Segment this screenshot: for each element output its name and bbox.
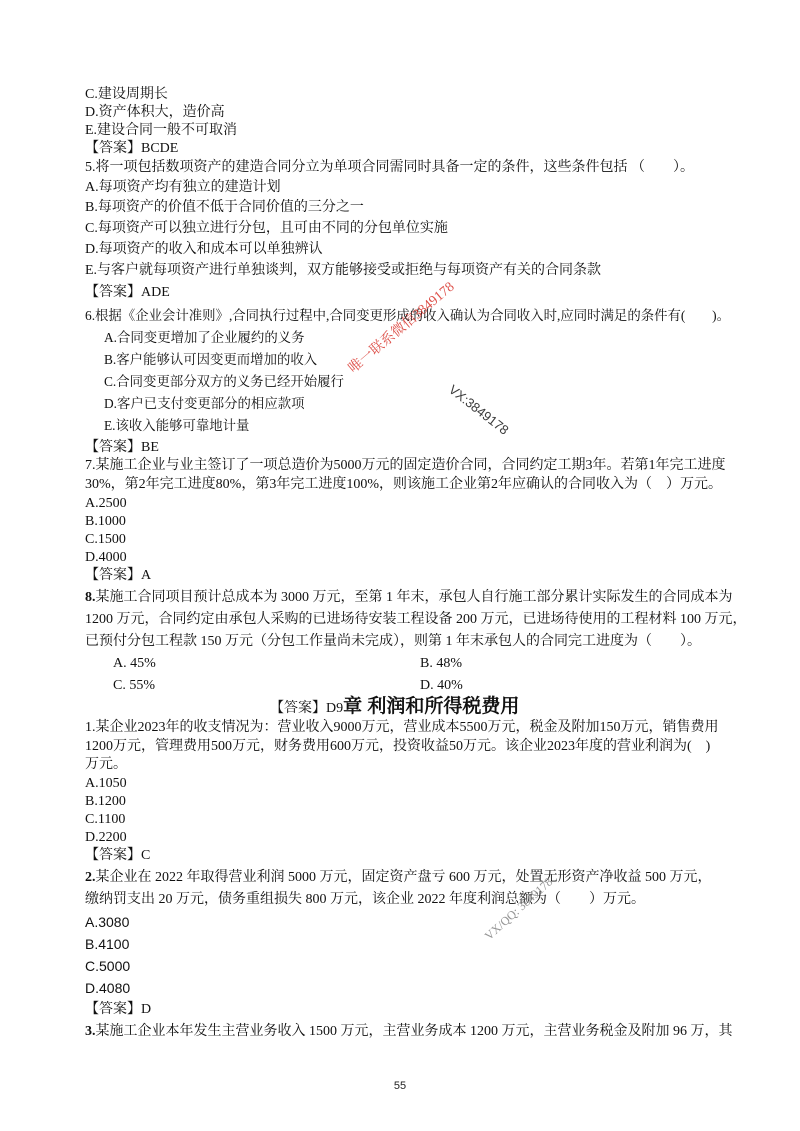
q8-option-d: D. 40%: [420, 678, 463, 693]
q5-answer: 【答案】ADE: [85, 285, 170, 300]
ch9-q2-stem-line-2: 缴纳罚支出 20 万元，债务重组损失 800 万元，该企业 2022 年度利润总额为（ ）万元。: [85, 892, 645, 907]
q7-stem-line-1: 7.某施工企业与业主签订了一项总造价为5000万元的固定造价合同，合同约定工期3年。若第1年完工进度: [85, 458, 726, 473]
ch9-q1-option-d: D.2200: [85, 830, 127, 845]
prev-answer: 【答案】BCDE: [85, 141, 179, 156]
ch9-q3-stem-line-1: [85, 1023, 733, 1041]
q5-option-b: B.每项资产的价值不低于合同价值的三分之一: [85, 200, 364, 215]
ch9-q2-option-c: C.5000: [85, 958, 131, 974]
q8-stem-text-1: 某施工合同项目预计总成本为 3000 万元，至第 1 年末，承包人自行施工部分累计实际发生的合同成本为: [95, 590, 733, 605]
prev-option-c: C.建设周期长: [85, 87, 168, 102]
ch9-q2-number: 2.: [85, 870, 96, 885]
prev-option-d: D.资产体积大，造价高: [85, 105, 225, 120]
watermark-vx: VX:3849178: [445, 381, 512, 438]
prev-option-e: E.建设合同一般不可取消: [85, 123, 238, 138]
ch9-q1-stem-line-2: 1200万元，管理费用500万元，财务费用600万元，投资收益50万元。该企业2023年度的营业利润为( ): [85, 739, 711, 754]
q8-answer: 【答案】D: [270, 701, 337, 716]
q8-number: 8.: [85, 590, 96, 605]
ch9-q1-answer: 【答案】C: [85, 848, 151, 863]
watermark-contact: 唯一联系微信3849178: [346, 279, 458, 377]
q6-stem: 6.根据《企业会计准则》,合同执行过程中,合同变更形成的收入确认为合同收入时,应同时满足的条件有( )。: [85, 308, 730, 323]
ch9-q2-option-a: A.3080: [85, 914, 130, 930]
q7-option-b: B.1000: [85, 514, 126, 529]
q8-option-b: B. 48%: [420, 656, 462, 671]
q5-option-e: E.与客户就每项资产进行单独谈判，双方能够接受或拒绝与每项资产有关的合同条款: [85, 263, 602, 278]
q5-option-c: C.每项资产可以独立进行分包，且可由不同的分包单位实施: [85, 221, 448, 236]
q8-option-a: A. 45%: [113, 656, 156, 671]
q5-option-a: A.每项资产均有独立的建造计划: [85, 180, 281, 195]
q7-option-a: A.2500: [85, 496, 127, 511]
q7-option-d: D.4000: [85, 550, 127, 565]
ch9-q1-option-a: A.1050: [85, 776, 127, 791]
chapter-title: 章 利润和所得税费用: [343, 696, 520, 717]
q8-stem-line-2: 1200 万元，合同约定由承包人采购的已进场待安装工程设备 200 万元，已进场待使用的工程材料 100 万元，: [85, 612, 747, 627]
q6-answer: 【答案】BE: [85, 440, 159, 455]
ch9-q2-option-b: B.4100: [85, 936, 130, 952]
watermark-vx-qq: VX/QQ: 3849178: [481, 874, 556, 943]
q6-option-e: E.该收入能够可靠地计量: [104, 418, 250, 433]
ch9-q1-option-c: C.1100: [85, 812, 126, 827]
ch9-q1-stem-line-3: 万元。: [85, 757, 127, 772]
ch9-q2-answer: 【答案】D: [85, 1002, 152, 1017]
ch9-q3-number: 3.: [85, 1024, 96, 1039]
ch9-q3-stem-text-1: 某施工企业本年发生主营业务收入 1500 万元，主营业务成本 1200 万元，主营业务税金及附加 96 万，其: [95, 1024, 733, 1039]
q6-option-b: B.客户能够认可因变更而增加的收入: [104, 352, 318, 367]
q8-stem-line-1: [85, 589, 733, 607]
ch9-q2-stem-text-1: 某企业在 2022 年取得营业利润 5000 万元，固定资产盘亏 600 万元，处置无形资产净收益 500 万元，: [95, 870, 712, 885]
ch9-q2-stem-line-1: [85, 869, 712, 887]
q8-option-c: C. 55%: [113, 678, 155, 693]
q6-option-d: D.客户已支付变更部分的相应款项: [104, 396, 305, 411]
q5-stem: 5.将一项包括数项资产的建造合同分立为单项合同需同时具备一定的条件，这些条件包括 （ ）。: [85, 160, 694, 175]
q5-option-d: D.每项资产的收入和成本可以单独辨认: [85, 242, 323, 257]
q6-option-a: A.合同变更增加了企业履约的义务: [104, 330, 305, 345]
q8-stem-line-3: 已预付分包工程款 150 万元（分包工作量尚未完成），则第 1 年末承包人的合同完工进度为（ ）。: [85, 634, 701, 649]
q7-option-c: C.1500: [85, 532, 126, 547]
chapter-number: 9: [336, 701, 344, 716]
q7-stem-line-2: 30%，第2年完工进度80%，第3年完工进度100%，则该施工企业第2年应确认的合同收入为（ ）万元。: [85, 477, 722, 492]
page-number: 55: [393, 1080, 407, 1092]
chapter-heading: [270, 694, 519, 720]
ch9-q1-stem-line-1: 1.某企业2023年的收支情况为：营业收入9000万元，营业成本5500万元，税金及附加150万元，销售费用: [85, 720, 719, 735]
ch9-q2-option-d: D.4080: [85, 980, 131, 996]
q7-answer: 【答案】A: [85, 568, 152, 583]
ch9-q1-option-b: B.1200: [85, 794, 126, 809]
q6-option-c: C.合同变更部分双方的义务已经开始履行: [104, 374, 344, 389]
